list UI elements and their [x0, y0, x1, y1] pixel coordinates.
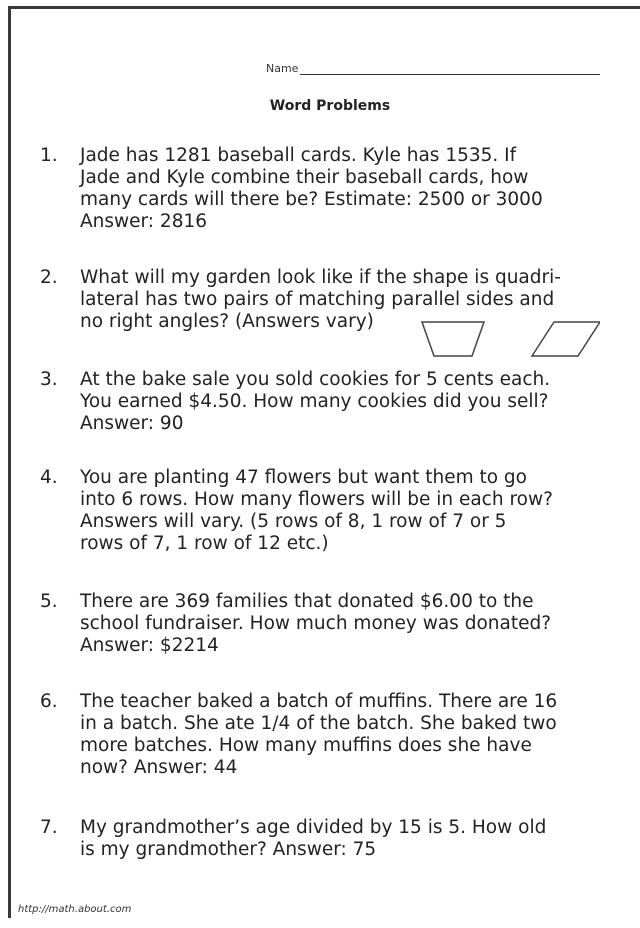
problem-number: 4. [40, 467, 58, 488]
problem-number: 1. [40, 145, 58, 166]
name-blank-line[interactable] [300, 62, 600, 75]
problem-number: 5. [40, 591, 58, 612]
page-title: Word Problems [269, 98, 391, 114]
parallelogram-icon [532, 322, 600, 356]
problem-text: You are planting 47 flowers but want them to go into 6 rows. How many flowers will be in each row? Answers will vary. (5 rows of 8, 1 row of 7 or 5 rows of 7, 1 row of 12 etc.) [80, 467, 553, 554]
problem-text: There are 369 families that donated $6.00 to the school fundraiser. How much money was donated? Answer: $2214 [80, 591, 552, 656]
name-label: Name [266, 62, 299, 75]
quadrilateral-sketches [420, 318, 600, 362]
problem-number: 7. [40, 817, 58, 838]
problem-number: 3. [40, 369, 58, 390]
problem-text: At the bake sale you sold cookies for 5 cents each. You earned $4.50. How many cookies did you sell? Answer: 90 [80, 369, 551, 434]
problem-number: 6. [40, 691, 58, 712]
problem-number: 2. [40, 267, 58, 288]
page-border-left [8, 6, 11, 918]
problem-text: Jade has 1281 baseball cards. Kyle has 1535. If Jade and Kyle combine their baseball cards, how many cards will there be? Estimate: 2500 or 3000 Answer: 2816 [80, 145, 543, 232]
page-border-top [8, 6, 640, 9]
trapezoid-icon [422, 322, 484, 356]
name-field-row [266, 62, 626, 75]
source-url: http://math.about.com [18, 904, 132, 915]
problem-text: What will my garden look like if the shape is quadri- lateral has two pairs of matching parallel sides and no right angles? (Answers vary) [80, 267, 561, 332]
problem-text: The teacher baked a batch of muffins. There are 16 in a batch. She ate 1/4 of the batch. She baked two more batches. How many muffins does she have now? Answer: 44 [80, 691, 558, 778]
problem-text: My grandmother’s age divided by 15 is 5. How old is my grandmother? Answer: 75 [80, 817, 547, 860]
